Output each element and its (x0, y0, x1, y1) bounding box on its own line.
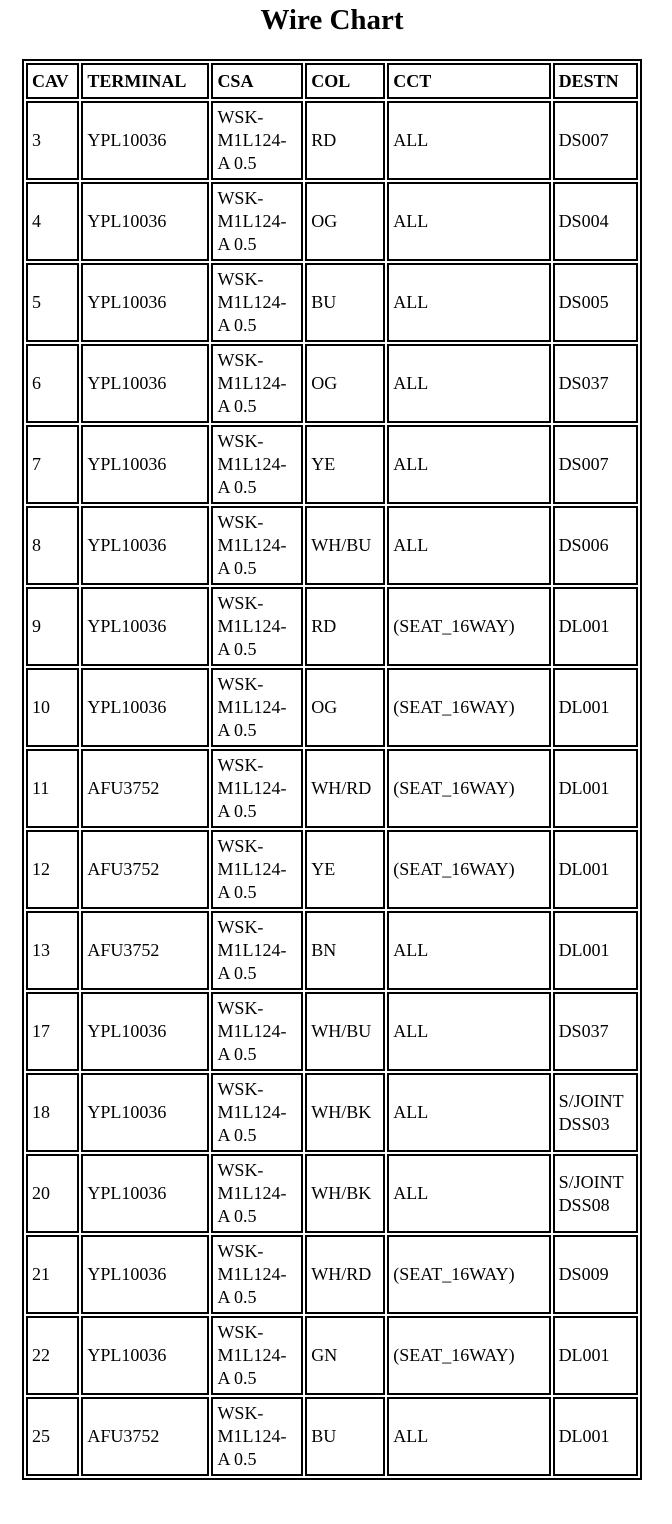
cell-destn (553, 1154, 638, 1233)
csa-line: M1L124- (217, 535, 287, 555)
cell-csa (211, 911, 303, 990)
cell-cav: 10 (26, 668, 79, 747)
cell-terminal: YPL10036 (81, 263, 209, 342)
cell-destn (553, 1397, 638, 1476)
csa-line: A 0.5 (217, 1287, 257, 1307)
cell-cct: ALL (387, 1154, 550, 1233)
cell-col: WH/RD (305, 1235, 385, 1314)
cell-cct: (SEAT_16WAY) (387, 830, 550, 909)
cell-col: WH/BK (305, 1073, 385, 1152)
cell-csa (211, 1235, 303, 1314)
csa-line: M1L124- (217, 292, 287, 312)
cell-terminal: AFU3752 (81, 911, 209, 990)
cell-destn (553, 1316, 638, 1395)
cell-terminal: YPL10036 (81, 344, 209, 423)
cell-csa (211, 1316, 303, 1395)
cell-cct: ALL (387, 506, 550, 585)
header-row (26, 63, 638, 99)
csa-line: WSK- (217, 188, 264, 208)
cell-col: RD (305, 587, 385, 666)
cell-cct: (SEAT_16WAY) (387, 587, 550, 666)
cell-terminal: AFU3752 (81, 830, 209, 909)
cell-destn (553, 830, 638, 909)
cell-col: WH/RD (305, 749, 385, 828)
csa-line: M1L124- (217, 211, 287, 231)
cell-destn (553, 344, 638, 423)
cell-destn (553, 992, 638, 1071)
cell-col: GN (305, 1316, 385, 1395)
csa-line: M1L124- (217, 1345, 287, 1365)
cell-cav: 8 (26, 506, 79, 585)
csa-line: M1L124- (217, 1426, 287, 1446)
csa-line: A 0.5 (217, 963, 257, 983)
cell-destn (553, 263, 638, 342)
csa-line: WSK- (217, 107, 264, 127)
destn-line: DL001 (558, 940, 610, 960)
cell-cct: ALL (387, 425, 550, 504)
cell-cav: 18 (26, 1073, 79, 1152)
cell-csa (211, 344, 303, 423)
csa-line: A 0.5 (217, 558, 257, 578)
destn-line: DL001 (558, 778, 610, 798)
csa-line: WSK- (217, 674, 264, 694)
destn-line: DS005 (558, 292, 609, 312)
cell-terminal: YPL10036 (81, 1154, 209, 1233)
cell-csa (211, 1154, 303, 1233)
cell-destn (553, 668, 638, 747)
csa-line: M1L124- (217, 1183, 287, 1203)
cell-csa (211, 425, 303, 504)
cell-col: RD (305, 101, 385, 180)
table-row (26, 992, 638, 1071)
cell-destn (553, 182, 638, 261)
csa-line: M1L124- (217, 616, 287, 636)
cell-destn (553, 101, 638, 180)
csa-line: WSK- (217, 269, 264, 289)
csa-line: M1L124- (217, 130, 287, 150)
cell-cct: (SEAT_16WAY) (387, 1316, 550, 1395)
destn-line: DL001 (558, 616, 610, 636)
csa-line: WSK- (217, 1160, 264, 1180)
table-row (26, 830, 638, 909)
cell-csa (211, 506, 303, 585)
table-row (26, 101, 638, 180)
table-row (26, 911, 638, 990)
cell-col: WH/BK (305, 1154, 385, 1233)
csa-line: WSK- (217, 836, 264, 856)
cell-terminal: YPL10036 (81, 506, 209, 585)
destn-line: DL001 (558, 859, 610, 879)
cell-cav: 20 (26, 1154, 79, 1233)
table-row (26, 182, 638, 261)
cell-cav: 5 (26, 263, 79, 342)
column-header-terminal: TERMINAL (81, 63, 209, 99)
cell-terminal: YPL10036 (81, 425, 209, 504)
cell-cct: ALL (387, 911, 550, 990)
cell-cct: ALL (387, 1397, 550, 1476)
destn-line: DS004 (558, 211, 609, 231)
cell-csa (211, 182, 303, 261)
cell-destn (553, 1235, 638, 1314)
cell-csa (211, 587, 303, 666)
table-body (26, 101, 638, 1476)
cell-terminal: YPL10036 (81, 992, 209, 1071)
cell-destn (553, 749, 638, 828)
cell-cav: 13 (26, 911, 79, 990)
csa-line: WSK- (217, 1403, 264, 1423)
destn-line: DL001 (558, 697, 610, 717)
csa-line: A 0.5 (217, 639, 257, 659)
cell-cav: 22 (26, 1316, 79, 1395)
table-row (26, 587, 638, 666)
csa-line: A 0.5 (217, 1206, 257, 1226)
csa-line: WSK- (217, 917, 264, 937)
destn-line: DL001 (558, 1345, 610, 1365)
cell-cav: 11 (26, 749, 79, 828)
csa-line: A 0.5 (217, 1368, 257, 1388)
cell-terminal: YPL10036 (81, 101, 209, 180)
cell-destn (553, 587, 638, 666)
csa-line: A 0.5 (217, 477, 257, 497)
csa-line: WSK- (217, 431, 264, 451)
csa-line: A 0.5 (217, 396, 257, 416)
table-row (26, 425, 638, 504)
csa-line: A 0.5 (217, 882, 257, 902)
cell-cav: 7 (26, 425, 79, 504)
table-row (26, 1073, 638, 1152)
cell-terminal: YPL10036 (81, 182, 209, 261)
cell-col: OG (305, 344, 385, 423)
cell-terminal: AFU3752 (81, 749, 209, 828)
csa-line: A 0.5 (217, 1449, 257, 1469)
cell-csa (211, 1073, 303, 1152)
cell-cav: 6 (26, 344, 79, 423)
csa-line: M1L124- (217, 1102, 287, 1122)
table-row (26, 1316, 638, 1395)
cell-cav: 17 (26, 992, 79, 1071)
cell-col: BN (305, 911, 385, 990)
cell-csa (211, 101, 303, 180)
cell-cct: ALL (387, 182, 550, 261)
csa-line: WSK- (217, 998, 264, 1018)
csa-line: WSK- (217, 350, 264, 370)
table-row (26, 668, 638, 747)
csa-line: WSK- (217, 1322, 264, 1342)
cell-cav: 9 (26, 587, 79, 666)
page-title: Wire Chart (260, 4, 404, 36)
destn-line: DS037 (558, 1021, 609, 1041)
csa-line: M1L124- (217, 859, 287, 879)
destn-line: DSS08 (558, 1194, 610, 1215)
csa-line: A 0.5 (217, 234, 257, 254)
cell-cav: 4 (26, 182, 79, 261)
cell-destn (553, 506, 638, 585)
column-header-col: COL (305, 63, 385, 99)
cell-col: YE (305, 425, 385, 504)
csa-line: M1L124- (217, 454, 287, 474)
csa-line: WSK- (217, 1079, 264, 1099)
wire-chart-table (22, 59, 642, 1480)
destn-line: S/JOINT (558, 1171, 624, 1192)
cell-cct: (SEAT_16WAY) (387, 1235, 550, 1314)
destn-line: DS037 (558, 373, 609, 393)
cell-col: BU (305, 1397, 385, 1476)
destn-line: DSS03 (558, 1113, 610, 1134)
cell-cct: ALL (387, 101, 550, 180)
cell-cct: ALL (387, 992, 550, 1071)
cell-csa (211, 830, 303, 909)
cell-cct: (SEAT_16WAY) (387, 668, 550, 747)
cell-terminal: YPL10036 (81, 1073, 209, 1152)
cell-col: WH/BU (305, 506, 385, 585)
destn-line: DS006 (558, 535, 609, 555)
cell-cct: (SEAT_16WAY) (387, 749, 550, 828)
destn-line: DL001 (558, 1426, 610, 1446)
destn-line: DS007 (558, 454, 609, 474)
table-row (26, 1397, 638, 1476)
cell-col: OG (305, 182, 385, 261)
cell-csa (211, 668, 303, 747)
csa-line: M1L124- (217, 1021, 287, 1041)
table-row (26, 1154, 638, 1233)
csa-line: M1L124- (217, 1264, 287, 1284)
csa-line: A 0.5 (217, 315, 257, 335)
cell-destn (553, 1073, 638, 1152)
table-row (26, 344, 638, 423)
column-header-cct: CCT (387, 63, 550, 99)
cell-csa (211, 992, 303, 1071)
table-row (26, 1235, 638, 1314)
cell-cct: ALL (387, 263, 550, 342)
cell-terminal: YPL10036 (81, 1235, 209, 1314)
csa-line: WSK- (217, 512, 264, 532)
table-row (26, 749, 638, 828)
cell-col: OG (305, 668, 385, 747)
column-header-cav: CAV (26, 63, 79, 99)
csa-line: A 0.5 (217, 801, 257, 821)
csa-line: A 0.5 (217, 153, 257, 173)
destn-line: DS007 (558, 130, 609, 150)
cell-cav: 21 (26, 1235, 79, 1314)
cell-col: YE (305, 830, 385, 909)
cell-destn (553, 425, 638, 504)
csa-line: A 0.5 (217, 1044, 257, 1064)
cell-col: WH/BU (305, 992, 385, 1071)
cell-csa (211, 263, 303, 342)
column-header-csa: CSA (211, 63, 303, 99)
csa-line: M1L124- (217, 373, 287, 393)
cell-terminal: AFU3752 (81, 1397, 209, 1476)
csa-line: M1L124- (217, 940, 287, 960)
csa-line: WSK- (217, 1241, 264, 1261)
table-row (26, 263, 638, 342)
table-row (26, 506, 638, 585)
csa-line: M1L124- (217, 697, 287, 717)
csa-line: A 0.5 (217, 720, 257, 740)
destn-line: DS009 (558, 1264, 609, 1284)
cell-cct: ALL (387, 1073, 550, 1152)
cell-terminal: YPL10036 (81, 587, 209, 666)
column-header-destn: DESTN (553, 63, 638, 99)
cell-terminal: YPL10036 (81, 1316, 209, 1395)
csa-line: WSK- (217, 593, 264, 613)
cell-cav: 3 (26, 101, 79, 180)
destn-line: S/JOINT (558, 1090, 624, 1111)
cell-csa (211, 749, 303, 828)
cell-col: BU (305, 263, 385, 342)
cell-cct: ALL (387, 344, 550, 423)
cell-cav: 25 (26, 1397, 79, 1476)
cell-cav: 12 (26, 830, 79, 909)
csa-line: M1L124- (217, 778, 287, 798)
cell-terminal: YPL10036 (81, 668, 209, 747)
csa-line: WSK- (217, 755, 264, 775)
cell-csa (211, 1397, 303, 1476)
csa-line: A 0.5 (217, 1125, 257, 1145)
cell-destn (553, 911, 638, 990)
